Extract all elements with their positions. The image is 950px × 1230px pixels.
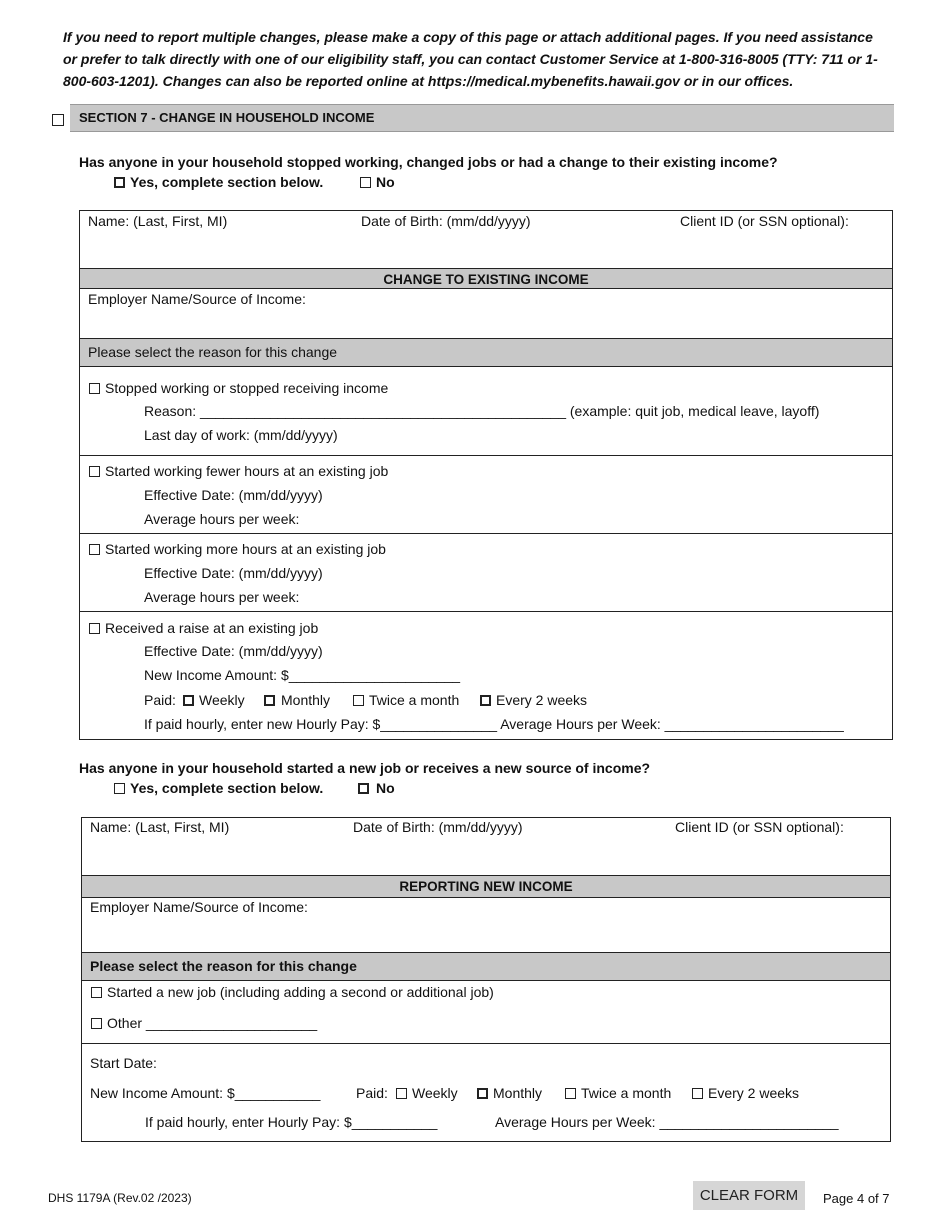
section-7-checkbox[interactable] xyxy=(52,114,64,126)
effective-date-label: Effective Date: (mm/dd/yyyy) xyxy=(144,487,323,503)
raise-label: Received a raise at an existing job xyxy=(105,620,319,636)
employer-field-label: Employer Name/Source of Income: xyxy=(88,291,306,307)
section-title: SECTION 7 - CHANGE IN HOUSEHOLD INCOME xyxy=(70,104,894,132)
monthly-checkbox[interactable] xyxy=(477,1088,488,1099)
divider xyxy=(80,533,892,534)
dob-field-label: Date of Birth: (mm/dd/yyyy) xyxy=(353,819,523,835)
new-job-checkbox[interactable] xyxy=(91,987,102,998)
average-hours-label: Average hours per week: xyxy=(144,589,300,605)
reason-line: Reason: _______________________________________________ (example: quit job, medical leave, layoff) xyxy=(144,403,820,419)
twice-a-month-label: Twice a month xyxy=(581,1085,672,1101)
name-field-label: Name: (Last, First, MI) xyxy=(88,213,228,229)
question-existing-income: Has anyone in your household stopped working, changed jobs or had a change to their existing income? xyxy=(79,154,778,170)
effective-date-label: Effective Date: (mm/dd/yyyy) xyxy=(144,643,323,659)
no-label-existing: No xyxy=(376,174,395,190)
monthly-checkbox[interactable] xyxy=(264,695,275,706)
reason-header: Please select the reason for this change xyxy=(90,958,357,974)
other-label: Other ______________________ xyxy=(107,1015,318,1031)
divider xyxy=(80,611,892,612)
hourly-pay-line: If paid hourly, enter Hourly Pay: $___________ xyxy=(145,1114,438,1130)
paid-label: Paid: xyxy=(356,1085,388,1101)
yes-label-existing: Yes, complete section below. xyxy=(130,174,324,190)
divider xyxy=(80,455,892,456)
twice-a-month-checkbox[interactable] xyxy=(353,695,364,706)
every-2-weeks-label: Every 2 weeks xyxy=(708,1085,800,1101)
weekly-label: Weekly xyxy=(412,1085,458,1101)
hourly-pay-line: If paid hourly, enter new Hourly Pay: $_______________ Average Hours per Week: _______________________ xyxy=(144,716,844,732)
every-2-weeks-checkbox[interactable] xyxy=(480,695,491,706)
yes-checkbox-new[interactable] xyxy=(114,783,125,794)
question-new-income: Has anyone in your household started a new job or receives a new source of income? xyxy=(79,760,651,776)
divider xyxy=(82,1043,890,1044)
other-checkbox[interactable] xyxy=(91,1018,102,1029)
change-existing-income-header: CHANGE TO EXISTING INCOME xyxy=(80,268,892,289)
reason-header: Please select the reason for this change xyxy=(88,344,338,360)
yes-checkbox-existing[interactable] xyxy=(114,177,125,188)
stopped-working-checkbox[interactable] xyxy=(89,383,100,394)
client-id-field-label: Client ID (or SSN optional): xyxy=(680,213,849,229)
page-number: Page 4 of 7 xyxy=(823,1191,890,1206)
fewer-hours-checkbox[interactable] xyxy=(89,466,100,477)
yes-label-new: Yes, complete section below. xyxy=(130,780,324,796)
weekly-label: Weekly xyxy=(199,692,245,708)
raise-checkbox[interactable] xyxy=(89,623,100,634)
weekly-checkbox[interactable] xyxy=(396,1088,407,1099)
name-field-label: Name: (Last, First, MI) xyxy=(90,819,230,835)
last-day-label: Last day of work: (mm/dd/yyyy) xyxy=(144,427,338,443)
twice-a-month-checkbox[interactable] xyxy=(565,1088,576,1099)
stopped-working-label: Stopped working or stopped receiving income xyxy=(105,380,389,396)
every-2-weeks-checkbox[interactable] xyxy=(692,1088,703,1099)
start-date-label: Start Date: xyxy=(90,1055,157,1071)
every-2-weeks-label: Every 2 weeks xyxy=(496,692,588,708)
effective-date-label: Effective Date: (mm/dd/yyyy) xyxy=(144,565,323,581)
average-hours-label: Average hours per week: xyxy=(144,511,300,527)
clear-form-button[interactable]: CLEAR FORM xyxy=(693,1181,805,1210)
dob-field-label: Date of Birth: (mm/dd/yyyy) xyxy=(361,213,531,229)
more-hours-label: Started working more hours at an existing job xyxy=(105,541,386,557)
new-income-amount-label: New Income Amount: $______________________ xyxy=(144,667,461,683)
no-label-new: No xyxy=(376,780,395,796)
weekly-checkbox[interactable] xyxy=(183,695,194,706)
average-hours-line: Average Hours per Week: _______________________ xyxy=(495,1114,839,1130)
client-id-field-label: Client ID (or SSN optional): xyxy=(675,819,844,835)
monthly-label: Monthly xyxy=(493,1085,543,1101)
fewer-hours-label: Started working fewer hours at an existing job xyxy=(105,463,389,479)
paid-label: Paid: xyxy=(144,692,176,708)
no-checkbox-existing[interactable] xyxy=(360,177,371,188)
intro-text: If you need to report multiple changes, please make a copy of this page or attach additional pages. If you need assistance or prefer to talk directly with one of our eligibility staff, you can contact Customer Service at 1-800-316-8005 (TTY: 711 or 1-800-603-1201). Changes can also be reported online at https://medical.mybenefits.hawaii.gov or in our offices. xyxy=(63,29,878,89)
twice-a-month-label: Twice a month xyxy=(369,692,460,708)
employer-field-label: Employer Name/Source of Income: xyxy=(90,899,308,915)
form-id: DHS 1179A (Rev.02 /2023) xyxy=(48,1191,192,1205)
new-income-amount-label: New Income Amount: $___________ xyxy=(90,1085,321,1101)
monthly-label: Monthly xyxy=(281,692,331,708)
no-checkbox-new[interactable] xyxy=(358,783,369,794)
more-hours-checkbox[interactable] xyxy=(89,544,100,555)
reporting-new-income-header: REPORTING NEW INCOME xyxy=(82,875,890,898)
new-job-label: Started a new job (including adding a second or additional job) xyxy=(107,984,494,1000)
